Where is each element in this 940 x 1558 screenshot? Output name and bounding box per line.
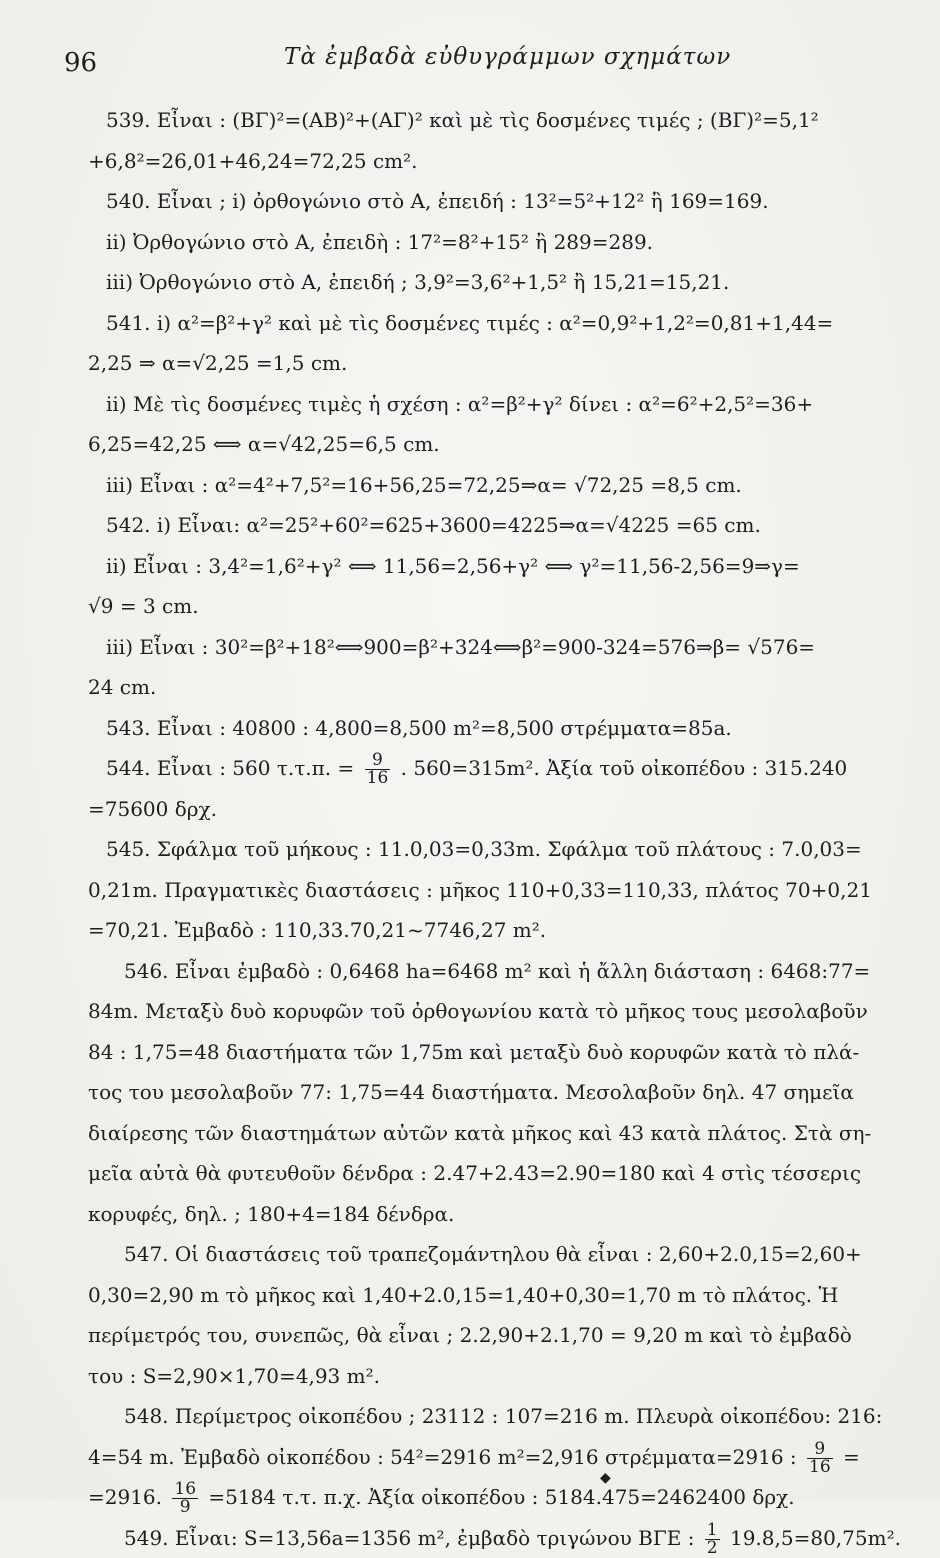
fraction-denominator: 9 — [172, 1499, 198, 1516]
text-line-with-fraction — [88, 1477, 928, 1518]
text-line: 84m. Μεταξὺ δυὸ κορυφῶν τοῦ ὀρθογωνίου κατὰ τὸ μῆκος τους μεσολαβοῦν — [88, 991, 928, 1032]
text-line: 6,25=42,25 ⟺ α=√42,25=6,5 cm. — [88, 424, 928, 465]
text-line: περίμετρός του, συνεπῶς, θὰ εἶναι ; 2.2,90+2.1,70 = 9,20 m καὶ τὸ ἐμβαδὸ — [88, 1315, 928, 1356]
text-line: 540. Εἶναι ; i) ὀρθογώνιο στὸ Α, ἐπειδή : 13²=5²+12² ἢ 169=169. — [88, 181, 928, 222]
text-line: ii) Ὀρθογώνιο στὸ Α, ἐπειδὴ : 17²=8²+15² ἢ 289=289. — [88, 222, 928, 263]
text-segment: = — [843, 1445, 860, 1469]
text-line: ii) Εἶναι : 3,4²=1,6²+γ² ⟺ 11,56=2,56+γ² ⟺ γ²=11,56-2,56=9⇒γ= — [88, 546, 928, 587]
text-line: +6,8²=26,01+46,24=72,25 cm². — [88, 141, 928, 182]
text-line-with-fraction — [88, 1518, 928, 1558]
text-line: 0,21m. Πραγματικὲς διαστάσεις : μῆκος 110+0,33=110,33, πλάτος 70+0,21 — [88, 870, 928, 911]
text-line-with-fraction — [88, 748, 928, 789]
text-line: 542. i) Εἶναι: α²=25²+60²=625+3600=4225⇒α=√4225 =65 cm. — [88, 505, 928, 546]
fraction-denominator: 16 — [807, 1459, 833, 1476]
text-line-with-fraction — [88, 1437, 928, 1478]
text-line: =70,21. Ἐμβαδὸ : 110,33.70,21~7746,27 m². — [88, 910, 928, 951]
text-line: 539. Εἶναι : (ΒΓ)²=(ΑΒ)²+(ΑΓ)² καὶ μὲ τὶς δοσμένες τιμές ; (ΒΓ)²=5,1² — [88, 100, 928, 141]
text-line: 541. i) α²=β²+γ² καὶ μὲ τὶς δοσμένες τιμές : α²=0,9²+1,2²=0,81+1,44= — [88, 303, 928, 344]
text-segment: . 560=315m². Ἀξία τοῦ οἰκοπέδου : 315.240 — [401, 756, 848, 780]
text-line: iii) Ὀρθογώνιο στὸ Α, ἐπειδή ; 3,9²=3,6²+1,5² ἢ 15,21=15,21. — [88, 262, 928, 303]
text-segment: =2916. — [88, 1485, 162, 1509]
text-line: ii) Μὲ τὶς δοσμένες τιμὲς ἡ σχέση : α²=β²+γ² δίνει : α²=6²+2,5²=36+ — [88, 384, 928, 425]
text-line: √9 = 3 cm. — [88, 586, 928, 627]
text-segment: =5184 τ.τ. π.χ. Ἀξία οἰκοπέδου : 5184.475=2462400 δρχ. — [208, 1485, 794, 1509]
page-header — [64, 44, 900, 80]
text-segment: 549. Εἶναι: S=13,56a=1356 m², ἐμβαδὸ τριγώνου ΒΓΕ : — [124, 1526, 694, 1550]
fraction — [172, 1481, 198, 1516]
solutions-text — [88, 100, 928, 1558]
text-line: iii) Εἶναι : α²=4²+7,5²=16+56,25=72,25⇒α= √72,25 =8,5 cm. — [88, 465, 928, 506]
text-line: iii) Εἶναι : 30²=β²+18²⟺900=β²+324⟺β²=900-324=576⇒β= √576= — [88, 627, 928, 668]
fraction-denominator: 16 — [365, 770, 391, 787]
text-line: 548. Περίμετρος οἰκοπέδου ; 23112 : 107=216 m. Πλευρὰ οἰκοπέδου: 216: — [88, 1396, 928, 1437]
text-line: 24 cm. — [88, 667, 928, 708]
fraction — [705, 1522, 720, 1557]
fraction — [807, 1441, 833, 1476]
running-title: Τὰ ἐμβαδὰ εὐθυγράμμων σχημάτων — [284, 44, 731, 70]
text-line: διαίρεσης τῶν διαστημάτων αὐτῶν κατὰ μῆκος καὶ 43 κατὰ πλάτος. Στὰ ση- — [88, 1113, 928, 1154]
print-mark-icon: ◆ — [600, 1470, 611, 1486]
text-line: 2,25 ⇒ α=√2,25 =1,5 cm. — [88, 343, 928, 384]
page-number: 96 — [64, 48, 97, 78]
text-segment: 19.8,5=80,75m². — [730, 1526, 901, 1550]
fraction-numerator: 16 — [172, 1481, 198, 1499]
fraction — [365, 752, 391, 787]
text-line: του : S=2,90×1,70=4,93 m². — [88, 1356, 928, 1397]
text-line: 543. Εἶναι : 40800 : 4,800=8,500 m²=8,500 στρέμματα=85a. — [88, 708, 928, 749]
text-segment: 544. Εἶναι : 560 τ.τ.π. = — [106, 756, 354, 780]
text-line: κορυφές, δηλ. ; 180+4=184 δένδρα. — [88, 1194, 928, 1235]
fraction-numerator: 1 — [705, 1522, 720, 1540]
text-line: τος του μεσολαβοῦν 77: 1,75=44 διαστήματα. Μεσολαβοῦν δηλ. 47 σημεῖα — [88, 1072, 928, 1113]
text-line: 546. Εἶναι ἐμβαδὸ : 0,6468 ha=6468 m² καὶ ἡ ἄλλη διάσταση : 6468:77= — [88, 951, 928, 992]
text-line: =75600 δρχ. — [88, 789, 928, 830]
fraction-numerator: 9 — [365, 752, 391, 770]
fraction-denominator: 2 — [705, 1540, 720, 1557]
text-line: μεῖα αὐτὰ θὰ φυτευθοῦν δένδρα : 2.47+2.43=2.90=180 καὶ 4 στὶς τέσσερις — [88, 1153, 928, 1194]
text-segment: 4=54 m. Ἐμβαδὸ οἰκοπέδου : 54²=2916 m²=2,916 στρέμματα=2916 : — [88, 1445, 797, 1469]
text-line: 547. Οἱ διαστάσεις τοῦ τραπεζομάντηλου θὰ εἶναι : 2,60+2.0,15=2,60+ — [88, 1234, 928, 1275]
text-line: 0,30=2,90 m τὸ μῆκος καὶ 1,40+2.0,15=1,40+0,30=1,70 m τὸ πλάτος. Ἡ — [88, 1275, 928, 1316]
fraction-numerator: 9 — [807, 1441, 833, 1459]
text-line: 84 : 1,75=48 διαστήματα τῶν 1,75m καὶ μεταξὺ δυὸ κορυφῶν κατὰ τὸ πλά- — [88, 1032, 928, 1073]
text-line: 545. Σφάλμα τοῦ μήκους : 11.0,03=0,33m. Σφάλμα τοῦ πλάτους : 7.0,03= — [88, 829, 928, 870]
